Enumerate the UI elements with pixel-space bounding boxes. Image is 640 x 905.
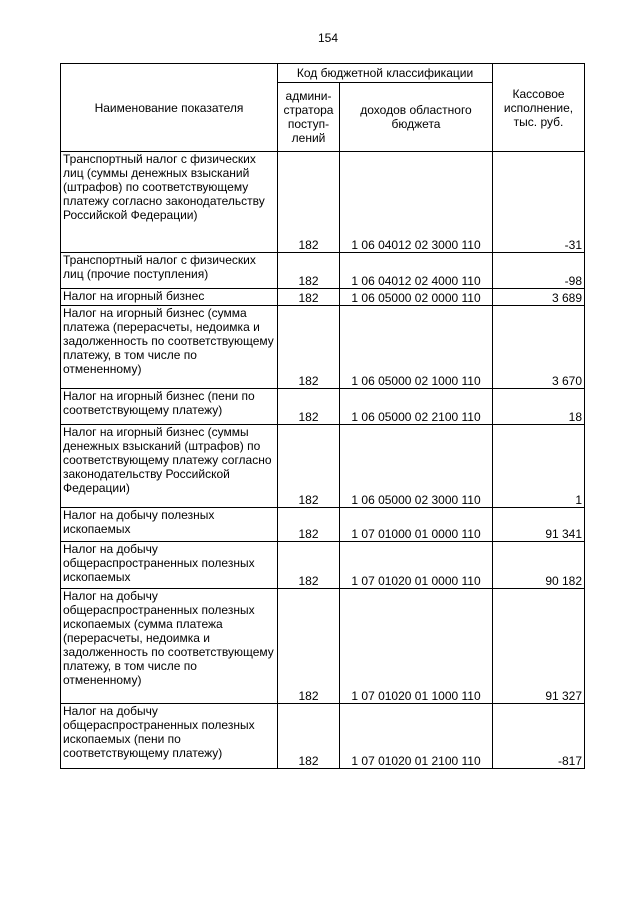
row-name: Налог на добычу общераспространенных полезных ископаемых [61,542,278,589]
row-income-code: 1 06 05000 02 0000 110 [340,289,493,306]
row-income-code: 1 07 01000 01 0000 110 [340,508,493,542]
row-name: Транспортный налог с физических лиц (прочие поступления) [61,253,278,289]
row-income-code: 1 06 05000 02 2100 110 [340,389,493,425]
row-administrator-code: 182 [278,253,340,289]
row-administrator-code: 182 [278,389,340,425]
row-amount: 90 182 [493,542,585,589]
row-administrator-code: 182 [278,306,340,389]
row-administrator-code: 182 [278,508,340,542]
row-amount: 3 689 [493,289,585,306]
row-income-code: 1 06 04012 02 4000 110 [340,253,493,289]
row-amount: 1 [493,425,585,508]
row-administrator-code: 182 [278,425,340,508]
table-row [61,389,585,425]
row-income-code: 1 06 04012 02 3000 110 [340,152,493,253]
table-row [61,253,585,289]
row-income-code: 1 07 01020 01 1000 110 [340,589,493,704]
row-income-code: 1 06 05000 02 1000 110 [340,306,493,389]
row-amount: 91 327 [493,589,585,704]
row-administrator-code: 182 [278,152,340,253]
row-amount: -31 [493,152,585,253]
row-name: Налог на игорный бизнес [61,289,278,306]
table-row [61,589,585,704]
budget-table [60,63,585,769]
table-row [61,289,585,306]
table-row [61,425,585,508]
header-classification-group: Код бюджетной классификации [278,64,493,83]
row-name: Налог на добычу полезных ископаемых [61,508,278,542]
header-name: Наименование показателя [61,64,278,152]
header-administrator: админи-стратора поступ-лений [278,83,340,152]
row-name: Налог на добычу общераспространенных полезных ископаемых (пени по соответствующему платежу) [61,704,278,769]
row-name: Налог на игорный бизнес (сумма платежа (перерасчеты, недоимка и задолженность по соответствующему платежу, в том числе по отмененному) [61,306,278,389]
row-amount: 18 [493,389,585,425]
table-row [61,542,585,589]
row-amount: -817 [493,704,585,769]
page-number: 154 [317,31,339,45]
row-name: Налог на добычу общераспространенных полезных ископаемых (сумма платежа (перерасчеты, недоимка и задолженность по соответствующему платежу, в том числе по отмененному) [61,589,278,704]
header-execution: Кассовое исполнение, тыс. руб. [493,64,585,152]
table-row [61,508,585,542]
row-administrator-code: 182 [278,704,340,769]
row-amount: -98 [493,253,585,289]
row-administrator-code: 182 [278,542,340,589]
row-income-code: 1 07 01020 01 0000 110 [340,542,493,589]
header-row-top [61,64,585,83]
table-row [61,306,585,389]
table-row [61,152,585,253]
table-body [61,152,585,769]
row-amount: 3 670 [493,306,585,389]
row-income-code: 1 07 01020 01 2100 110 [340,704,493,769]
row-administrator-code: 182 [278,589,340,704]
row-income-code: 1 06 05000 02 3000 110 [340,425,493,508]
table-row [61,704,585,769]
row-name: Налог на игорный бизнес (пени по соответствующему платежу) [61,389,278,425]
row-name: Налог на игорный бизнес (суммы денежных взысканий (штрафов) по соответствующему платежу согласно законодательству Российской Федерации) [61,425,278,508]
header-income: доходов областного бюджета [340,83,493,152]
row-administrator-code: 182 [278,289,340,306]
row-name: Транспортный налог с физических лиц (суммы денежных взысканий (штрафов) по соответствующему платежу согласно законодательству Российской Федерации) [61,152,278,253]
row-amount: 91 341 [493,508,585,542]
